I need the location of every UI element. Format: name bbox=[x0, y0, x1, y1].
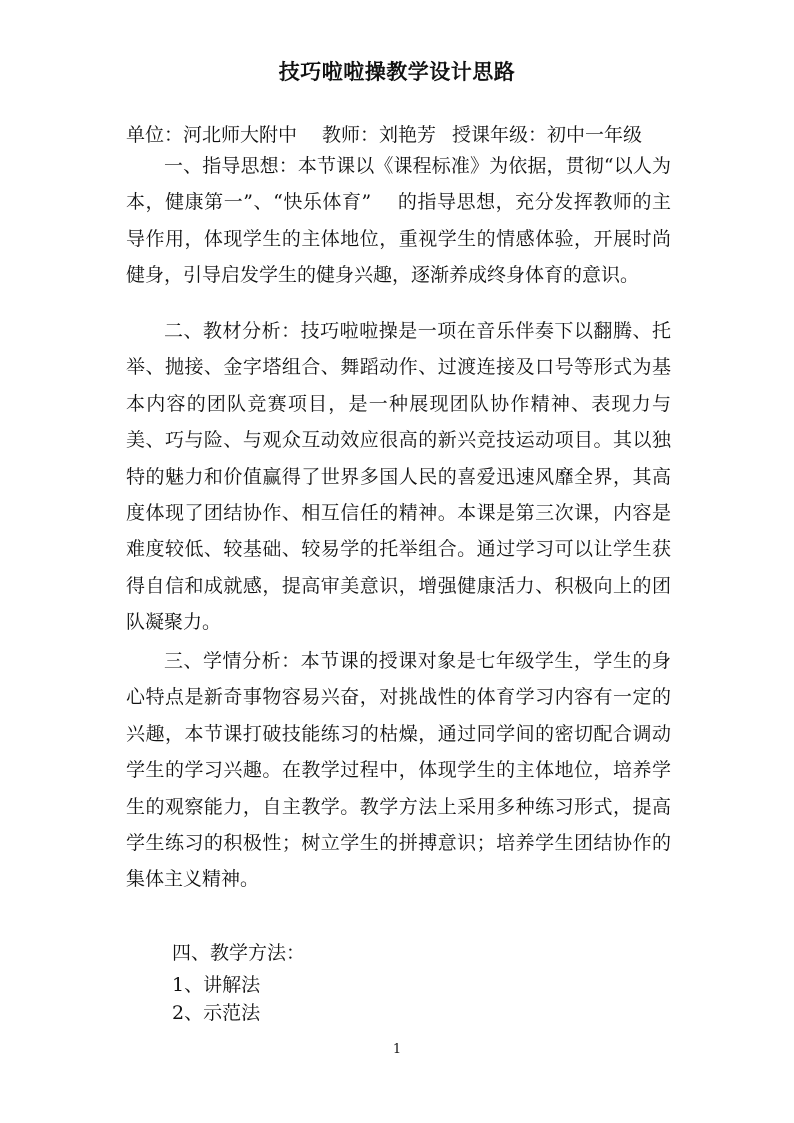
method-item: 2、示范法 bbox=[172, 1002, 261, 1024]
methods-heading: 四、教学方法： bbox=[172, 942, 306, 964]
paragraph-guiding-thought: 一、指导思想：本节课以《课程标准》为依据，贯彻“以人为本，健康第一”、“快乐体育” 的指导思想，充分发挥教师的主导作用，体现学生的主体地位，重视学生的情感体验，开展时尚健身，引导启发学生的健身兴趣，逐渐养成终身体育的意识。 bbox=[126, 155, 671, 287]
paragraph-material-analysis: 二、教材分析：技巧啦啦操是一项在音乐伴奏下以翻腾、托举、抛接、金字塔组合、舞蹈动作、过渡连接及口号等形式为基本内容的团队竞赛项目，是一种展现团队协作精神、表现力与美、巧与险、与观众互动效应很高的新兴竞技运动项目。其以独特的魅力和价值赢得了世界多国人民的喜爱迅速风靡全界，其高度体现了团结协作、相互信任的精神。本课是第三次课，内容是难度较低、较基础、较易学的托举组合。通过学习可以让学生获得自信和成就感，提高审美意识，增强健康活力、积极向上的团队凝聚力。 bbox=[126, 320, 671, 634]
page-number: 1 bbox=[392, 1042, 402, 1057]
meta-grade: 授课年级：初中一年级 bbox=[452, 124, 643, 146]
meta-unit: 单位：河北师大附中 bbox=[126, 124, 298, 146]
meta-teacher: 教师：刘艳芳 bbox=[322, 124, 437, 146]
document-meta bbox=[126, 120, 642, 147]
document-title: 技巧啦啦操教学设计思路 bbox=[278, 59, 516, 84]
method-item: 1、讲解法 bbox=[172, 974, 261, 996]
paragraph-student-analysis: 三、学情分析：本节课的授课对象是七年级学生，学生的身心特点是新奇事物容易兴奋，对挑战性的体育学习内容有一定的兴趣，本节课打破技能练习的枯燥，通过同学间的密切配合调动学生的学习兴趣。在教学过程中，体现学生的主体地位，培养学生的观察能力，自主教学。教学方法上采用多种练习形式，提高学生练习的积极性；树立学生的拼搏意识；培养学生团结协作的集体主义精神。 bbox=[126, 650, 671, 891]
